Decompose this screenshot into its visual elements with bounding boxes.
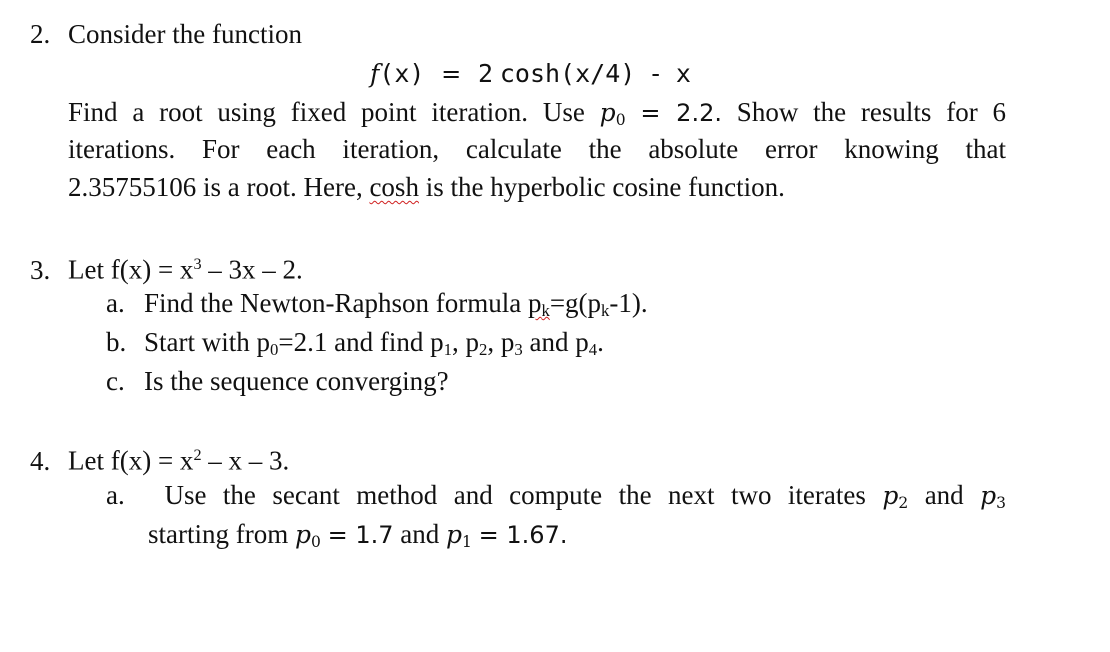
p1-value: = 1.67. (478, 521, 568, 549)
formula-x: x (675, 59, 691, 88)
q3-intro-rest: – 3x – 2. (201, 254, 303, 285)
q2-text: Show the results for 6 (736, 97, 1007, 127)
p0-variable: $p_0$ (599, 98, 626, 129)
formula-arg: (x) (379, 59, 425, 88)
formula-minus: - (648, 59, 664, 88)
question-2-line-1 (68, 96, 1006, 136)
formula-coefficient: 2 (478, 59, 494, 88)
question-2-line-3 (68, 171, 785, 203)
part-label: a. (106, 288, 125, 318)
q2-text: 2.35755106 is a root. Here, (68, 172, 363, 202)
q4a-and: and (400, 519, 440, 549)
part-label: c. (106, 366, 125, 396)
q3-intro: Let f(x) = x (68, 254, 194, 285)
q3c-text: Is the sequence converging? (144, 366, 449, 396)
question-4-header (30, 439, 289, 477)
p3-variable: $p_3$ (980, 481, 1007, 512)
q2-text: iterations. For each iteration, calculate the absolute error knowing that (68, 134, 1006, 164)
formula-f: f (370, 59, 380, 88)
q3a-text: Find the Newton-Raphson formula (144, 288, 528, 318)
q4-exponent: 2 (193, 446, 202, 464)
q4a-text: Use the secant method and compute the next two iterates (164, 480, 866, 510)
cosh-word: cosh (369, 172, 419, 202)
question-2-line-2 (68, 133, 1006, 165)
question-3a: a. Find the Newton-Raphson formula $p_k=g(p_k-1)$. (106, 288, 648, 321)
q4-intro: Let f(x) = x (68, 445, 194, 476)
q4a-and: and (924, 480, 964, 510)
question-intro: Consider the function (68, 19, 302, 49)
q2-text: is the hyperbolic cosine function. (425, 172, 785, 202)
question-number: 2. (30, 19, 51, 49)
formula-equals: = (441, 60, 462, 88)
q4a-text: starting from (148, 519, 289, 549)
question-4a-line-1 (106, 479, 1006, 519)
p2-variable: $p_2$ (882, 481, 909, 512)
part-label: b. (106, 327, 127, 357)
formula-cosh: cosh(x/4) (499, 59, 636, 88)
function-formula (370, 57, 691, 90)
question-number: 3. (30, 254, 51, 285)
question-3c (106, 365, 449, 397)
question-2-header (30, 18, 302, 50)
q3-exponent: 3 (193, 255, 202, 273)
q2-text: Find a root using fixed point iteration. Use (68, 97, 585, 127)
p0-variable: $p_0$ (294, 520, 321, 551)
question-number: 4. (30, 445, 51, 476)
p0-value: = 2.2. (640, 99, 722, 127)
pk-term: $p_k$ (527, 288, 550, 321)
question-3-header (30, 248, 303, 286)
question-3b: b. Start with $p_0=2.1$ and find $p_1$, $p_2$, $p_3$ and $p_4$. (106, 327, 604, 360)
p0-value: = 1.7 (327, 521, 394, 549)
p1-variable: $p_1$ (446, 520, 472, 551)
part-label: a. (106, 480, 125, 510)
q4-intro-rest: – x – 3. (201, 445, 290, 476)
question-4a-line-2 (148, 518, 567, 558)
